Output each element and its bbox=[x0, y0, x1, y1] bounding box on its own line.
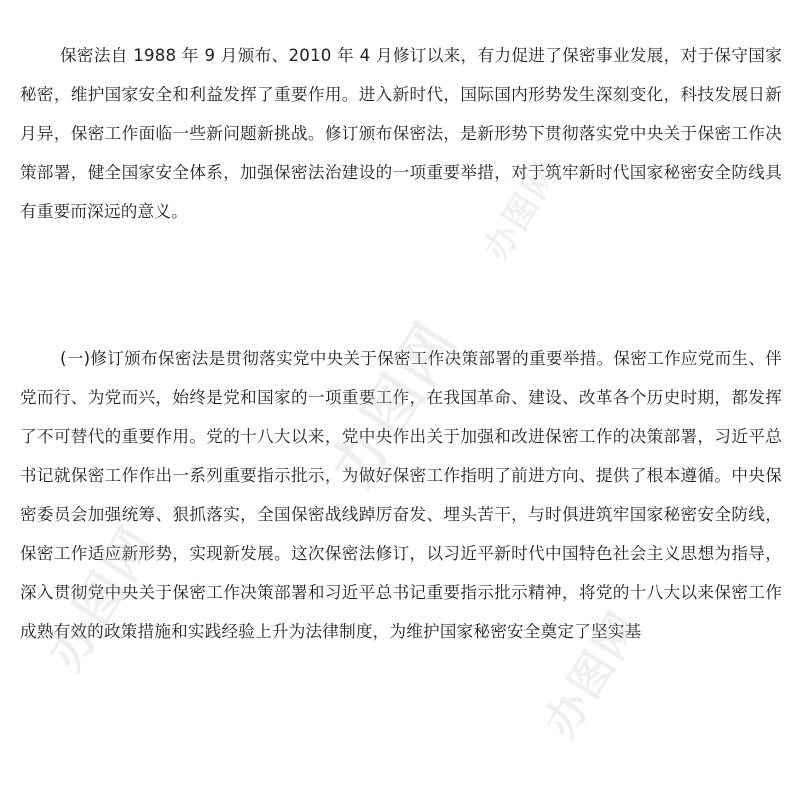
watermark-logo: 办图网 bbox=[534, 602, 652, 747]
body-paragraph-section-one: (一)修订颁布保密法是贯彻落实党中央关于保密工作决策部署的重要举措。保密工作应党而生、伴党而行、为党而兴，始终是党和国家的一项重要工作，在我国革命、建设、改革各个历史时期，都发挥了不可替代的重要作用。党的十八大以来，党中央作出关于加强和改进保密工作的决策部署，习近平总书记就保密工作作出一系列重要指示批示，为做好保密工作指明了前进方向、提供了根本遵循。中央保密委员会加强统筹、狠抓落实，全国保密战线踔厉奋发、埋头苦干，与时俱进筑牢国家秘密安全防线，保密工作适应新形势，实现新发展。这次保密法修订，以习近平新时代中国特色社会主义思想为指导，深入贯彻党中央关于保密工作决策部署和习近平总书记重要指示批示精神，将党的十八大以来保密工作成熟有效的政策措施和实践经验上升为法律制度，为维护国家秘密安全奠定了坚实基 bbox=[20, 349, 782, 641]
watermark-logo: 办图网 bbox=[35, 516, 168, 680]
body-paragraph-intro: 保密法自 1988 年 9 月颁布、2010 年 4 月修订以来，有力促进了保密事业发展，对于保守国家秘密，维护国家安全和利益发挥了重要作用。进入新时代，国际国内形势发生深刻变化，科技发展日新月异，保密工作面临一些新问题新挑战。修订颁布保密法，是新形势下贯彻落实党中央关于保密工作决策部署，健全国家安全体系，加强保密法治建设的一项重要举措，对于筑牢新时代国家秘密安全防线具有重要而深远的意义。 bbox=[20, 46, 782, 221]
watermark-logo: 办图网 bbox=[317, 310, 471, 499]
watermark-logo: 办图网 bbox=[476, 154, 568, 268]
